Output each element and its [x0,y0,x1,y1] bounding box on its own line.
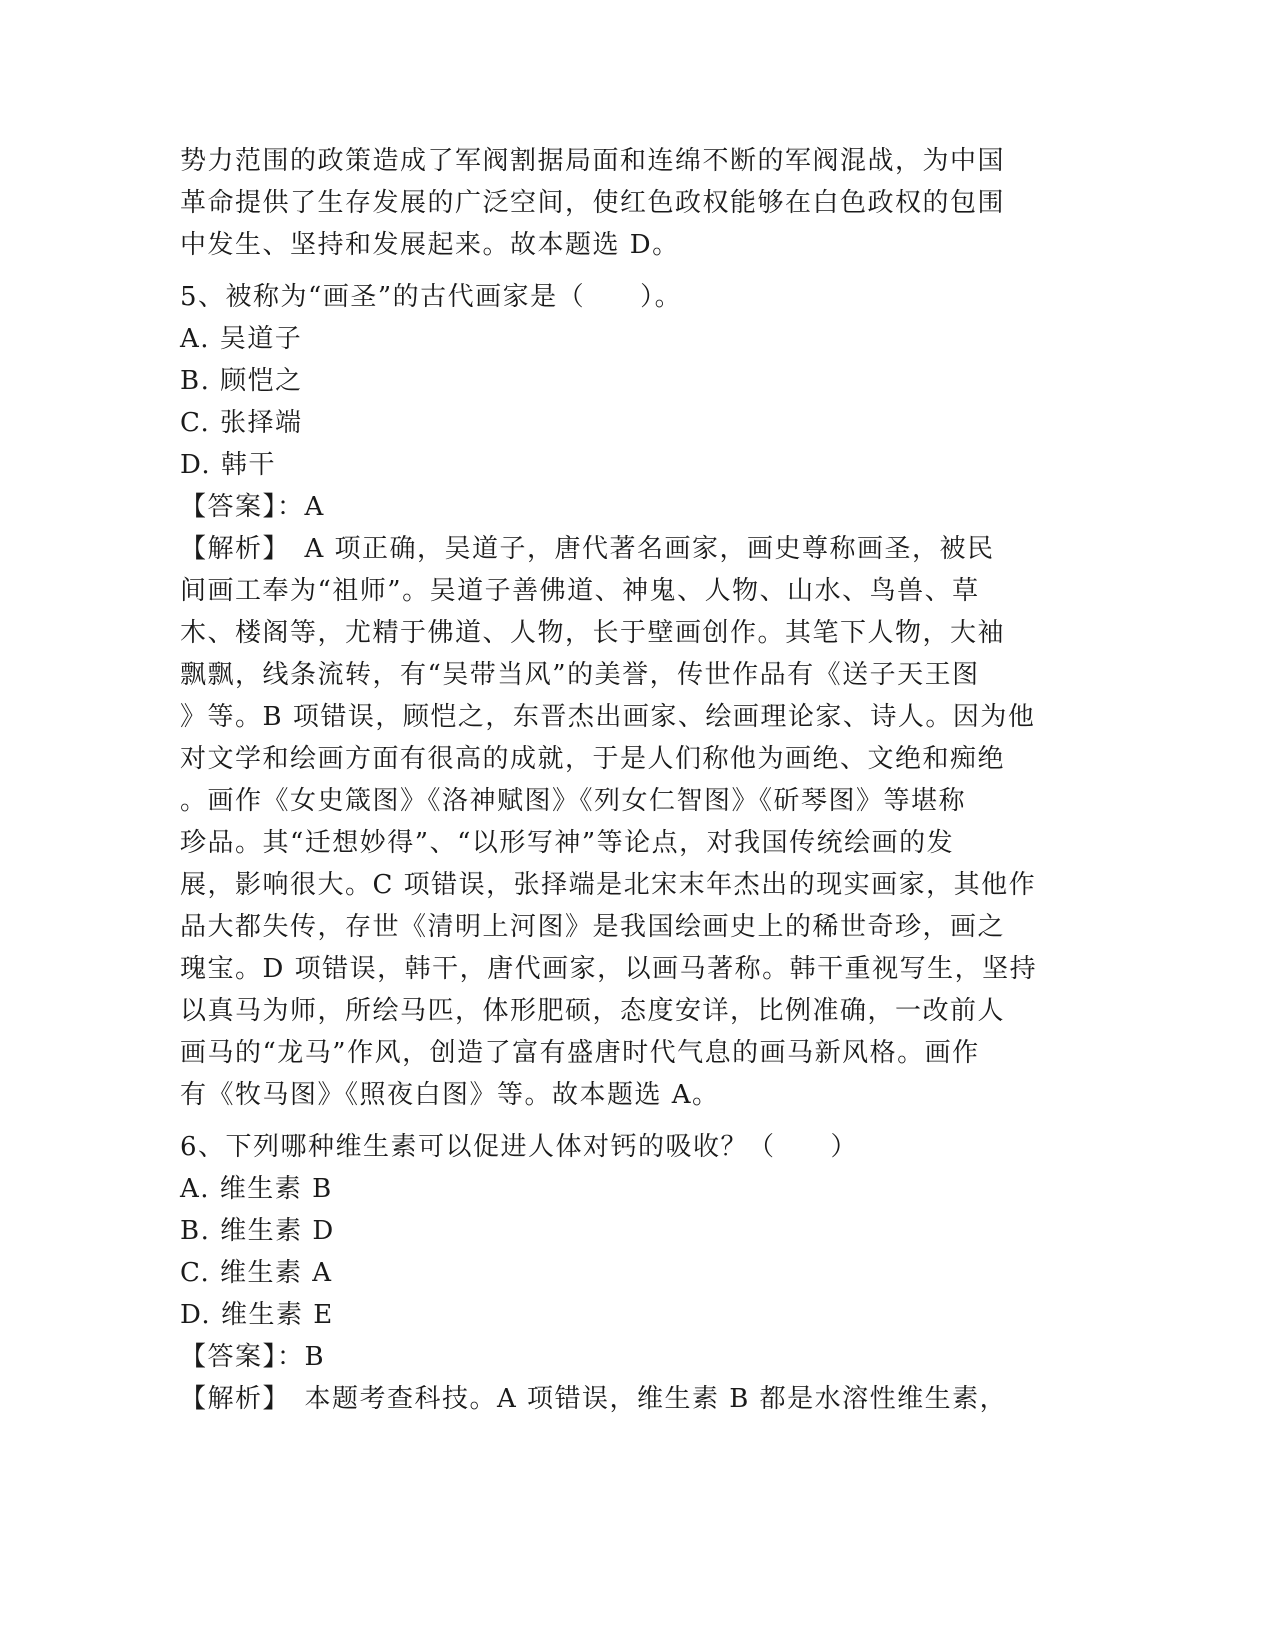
option-b: B. 维生素 D [180,1216,335,1246]
analysis-line: 【解析】 本题考查科技。A 项错误，维生素 B 都是水溶性维生素， [180,1384,1008,1414]
option-d: D. 维生素 E [180,1300,334,1330]
paragraph-gap [180,1116,1050,1126]
analysis-line: 飘飘，线条流转，有“吴带当风”的美誉，传世作品有《送子天王图 [180,660,980,690]
analysis-line: 》等。B 项错误，顾恺之，东晋杰出画家、绘画理论家、诗人。因为他 [180,702,1036,732]
text-line: 革命提供了生存发展的广泛空间，使红色政权能够在白色政权的包围 [180,188,1006,218]
option-b: B. 顾恺之 [180,366,303,396]
analysis-line: 展，影响很大。C 项错误，张择端是北宋末年杰出的现实画家，其他作 [180,870,1037,900]
analysis-line: 品大都失传，存世《清明上河图》是我国绘画史上的稀世奇珍，画之 [180,912,1006,942]
paragraph-gap [180,266,1050,276]
question-stem: 6、下列哪种维生素可以促进人体对钙的吸收？（ ） [180,1132,859,1162]
option-c: C. 张择端 [180,408,303,438]
option-c: C. 维生素 A [180,1258,333,1288]
previous-analysis-continuation [180,140,1050,266]
question-5 [180,276,1050,1116]
text-line: 势力范围的政策造成了军阀割据局面和连绵不断的军阀混战，为中国 [180,146,1006,176]
document-body [180,140,1050,1420]
analysis-line: 画马的“龙马”作风，创造了富有盛唐时代气息的画马新风格。画作 [180,1038,980,1068]
analysis-block [180,1378,1050,1420]
answer-line: 【答案】：B [180,1342,326,1372]
analysis-line: 瑰宝。D 项错误，韩干，唐代画家，以画马著称。韩干重视写生，坚持 [180,954,1038,984]
analysis-line: 对文学和绘画方面有很高的成就，于是人们称他为画绝、文绝和痴绝 [180,744,1006,774]
analysis-line: 珍品。其“迁想妙得”、“以形写神”等论点，对我国传统绘画的发 [180,828,955,858]
analysis-line: 【解析】 A 项正确，吴道子，唐代著名画家，画史尊称画圣，被民 [180,534,995,564]
analysis-line: 。画作《女史箴图》《洛神赋图》《列女仁智图》《斫琴图》等堪称 [180,786,967,816]
analysis-line: 间画工奉为“祖师”。吴道子善佛道、神鬼、人物、山水、鸟兽、草 [180,576,980,606]
question-6 [180,1126,1050,1420]
option-a: A. 吴道子 [180,324,303,354]
option-d: D. 韩干 [180,450,276,480]
analysis-line: 以真马为师，所绘马匹，体形肥硕，态度安详，比例准确，一改前人 [180,996,1006,1026]
question-stem: 5、被称为“画圣”的古代画家是（ ）。 [180,282,683,312]
analysis-line: 有《牧马图》《照夜白图》等。故本题选 A。 [180,1080,720,1110]
option-a: A. 维生素 B [180,1174,333,1204]
text-line: 中发生、坚持和发展起来。故本题选 D。 [180,230,680,260]
analysis-block [180,528,1050,1116]
answer-line: 【答案】：A [180,492,325,522]
analysis-line: 木、楼阁等，尤精于佛道、人物，长于壁画创作。其笔下人物，大袖 [180,618,1006,648]
